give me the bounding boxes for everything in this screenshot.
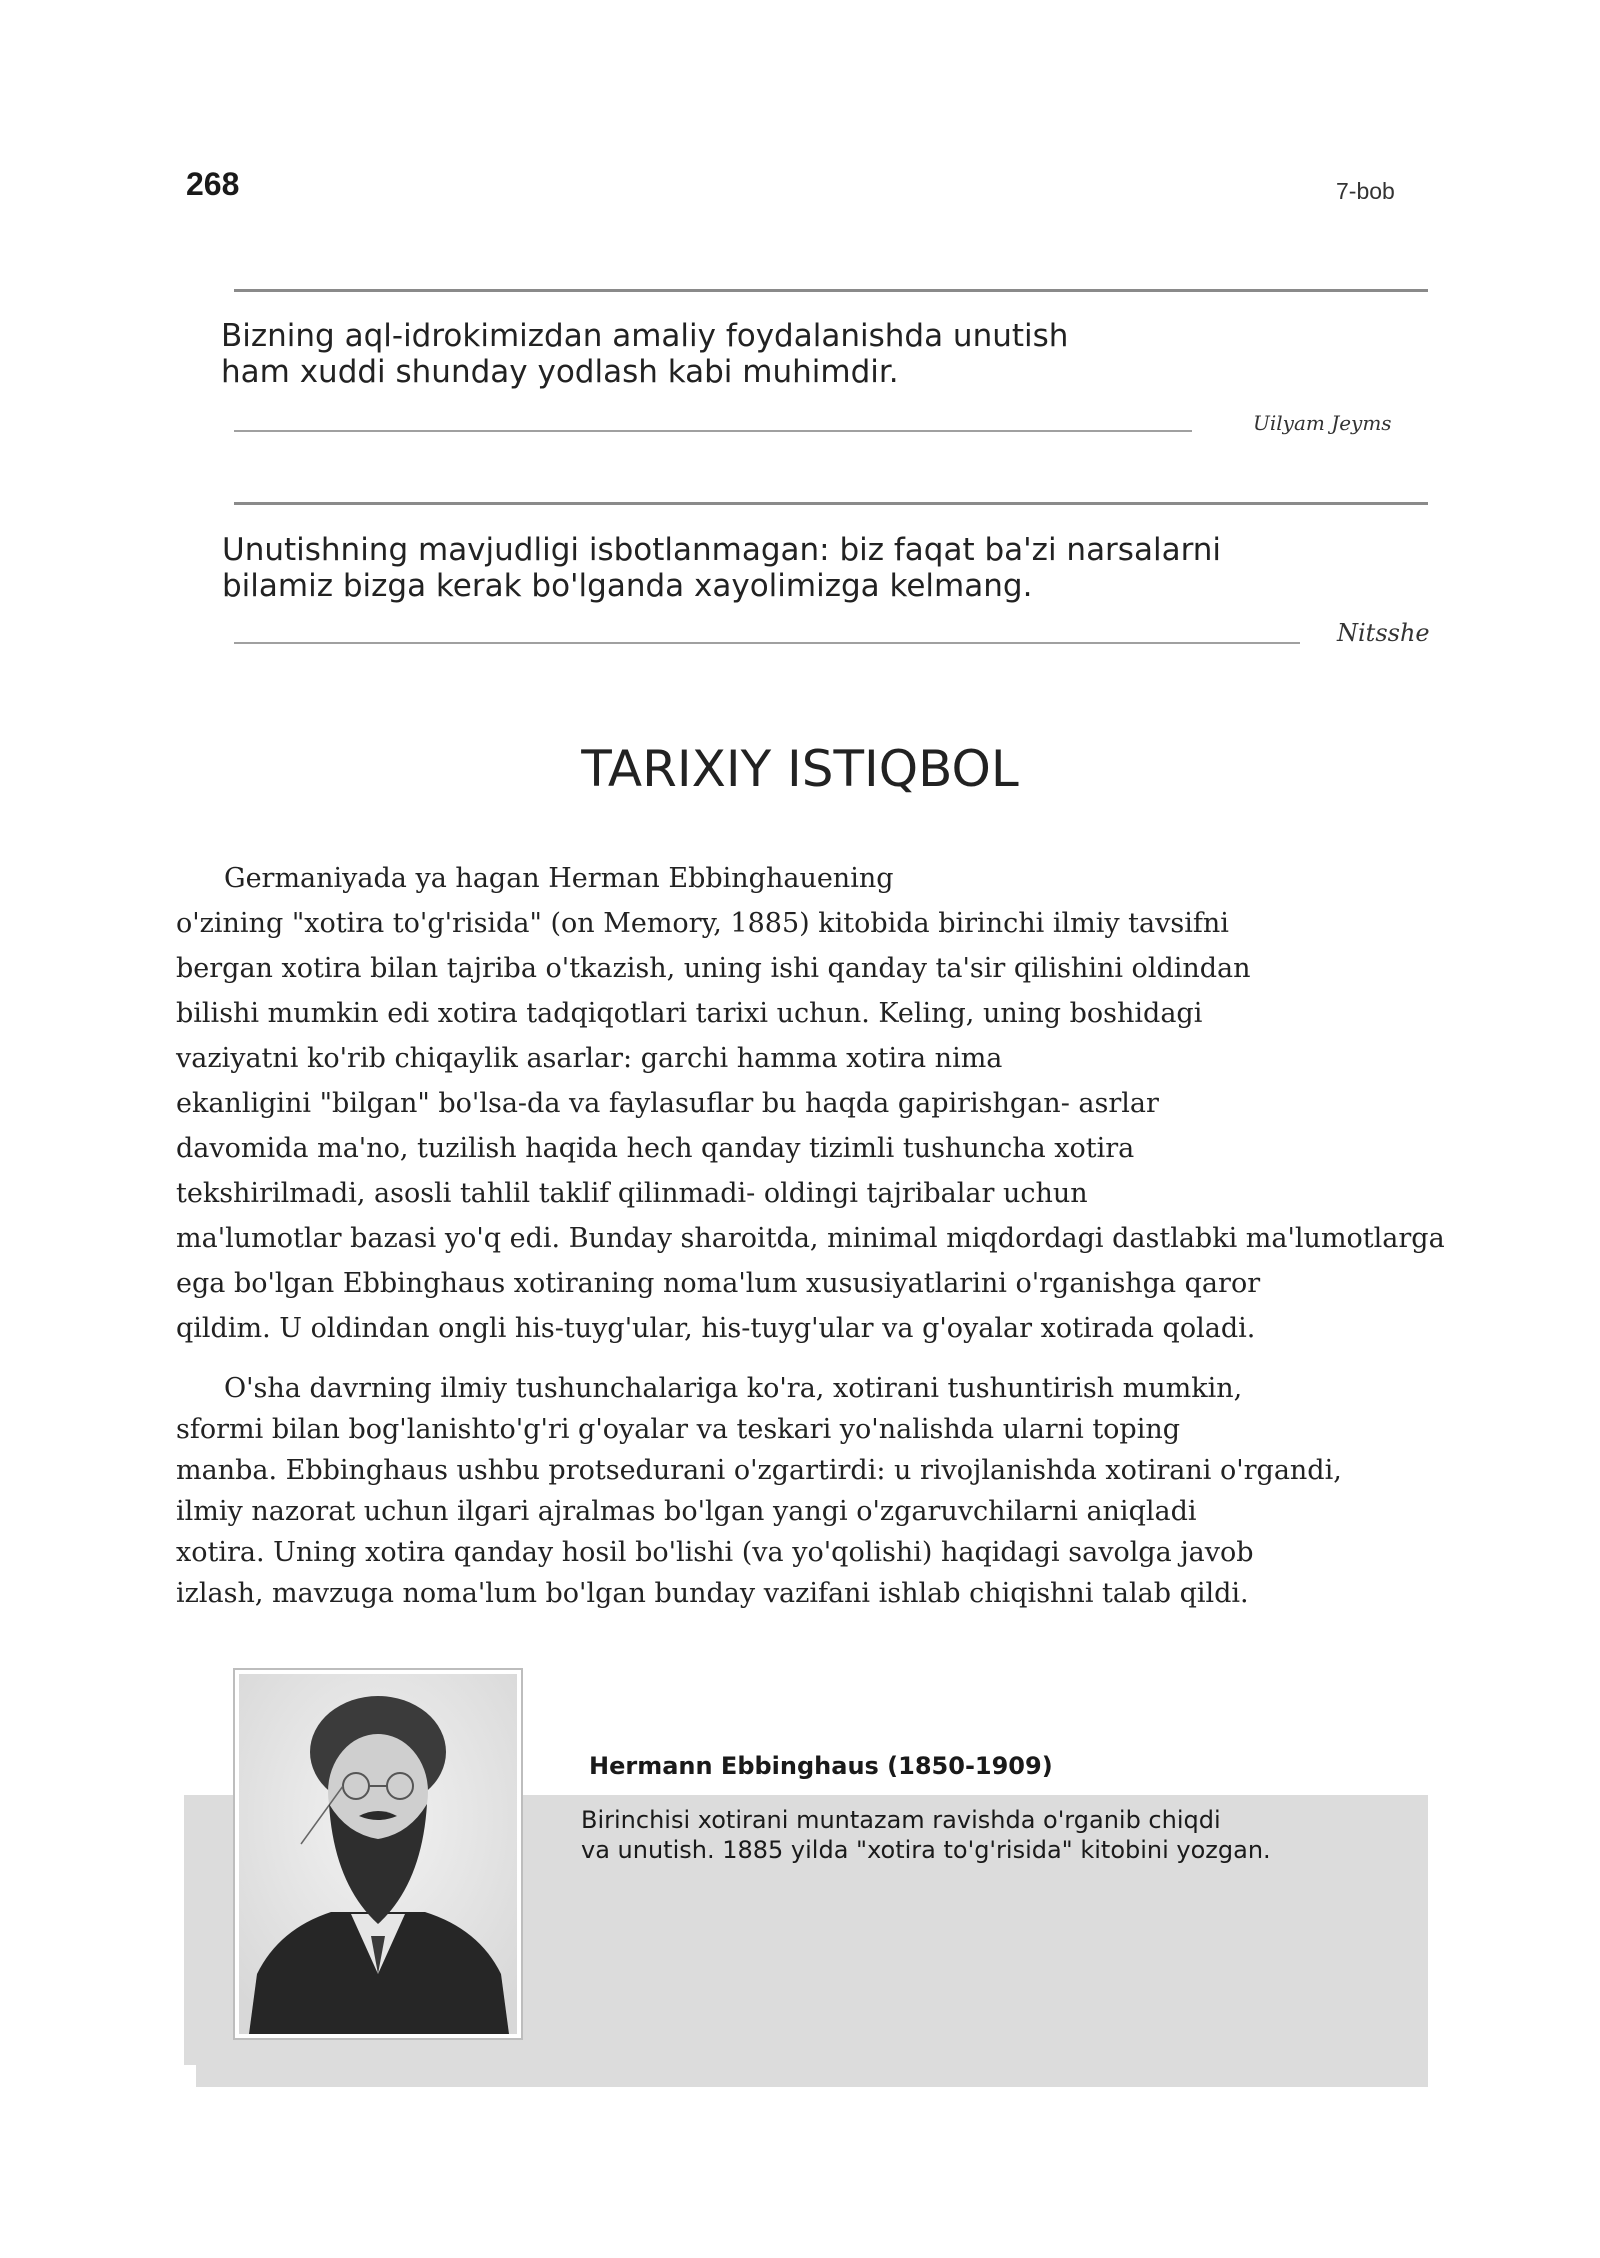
caption-line: Birinchisi xotirani muntazam ravishda o'rganib chiqdi bbox=[581, 1806, 1221, 1834]
quote-line: bilamiz bizga kerak bo'lganda xayolimizga kelmang. bbox=[222, 568, 1033, 604]
text-line: davomida ma'no, tuzilish haqida hech qanday tizimli tushuncha xotira bbox=[176, 1133, 1135, 1164]
caption-description bbox=[581, 1805, 1271, 1865]
text-line: xotira. Uning xotira qanday hosil bo'lishi (va yo'qolishi) haqidagi savolga javob bbox=[176, 1537, 1254, 1568]
quote-bottom-rule bbox=[234, 430, 1192, 432]
text-line: bilishi mumkin edi xotira tadqiqotlari tarixi uchun. Keling, uning boshidagi bbox=[176, 998, 1203, 1029]
quote-line: Unutishning mavjudligi isbotlanmagan: biz faqat ba'zi narsalarni bbox=[222, 532, 1222, 568]
quote-author: Uilyam Jeyms bbox=[1253, 411, 1392, 435]
text-line: O'sha davrning ilmiy tushunchalariga ko'ra, xotirani tushuntirish mumkin, bbox=[224, 1373, 1243, 1404]
text-line: ekanligini "bilgan" bo'lsa-da va faylasuflar bu haqda gapirishgan- asrlar bbox=[176, 1088, 1159, 1119]
portrait-image bbox=[239, 1674, 517, 2034]
portrait-photo bbox=[233, 1668, 523, 2040]
section-title: TARIXIY ISTIQBOL bbox=[581, 740, 1019, 798]
epigraph-quote bbox=[221, 318, 1068, 390]
text-line: izlash, mavzuga noma'lum bo'lgan bunday vazifani ishlab chiqishni talab qildi. bbox=[176, 1578, 1249, 1609]
text-line: bergan xotira bilan tajriba o'tkazish, uning ishi qanday ta'sir qilishini oldindan bbox=[176, 953, 1251, 984]
text-line: ma'lumotlar bazasi yo'q edi. Bunday sharoitda, minimal miqdordagi dastlabki ma'lumotlarga bbox=[176, 1223, 1445, 1254]
quote-top-rule bbox=[234, 289, 1428, 292]
text-line: vaziyatni ko'rib chiqaylik asarlar: garchi hamma xotira nima bbox=[176, 1043, 1003, 1074]
text-line: sformi bilan bog'lanishto'g'ri g'oyalar va teskari yo'nalishda ularni toping bbox=[176, 1414, 1181, 1445]
quote-author: Nitsshe bbox=[1337, 619, 1430, 647]
page-number: 268 bbox=[186, 166, 240, 202]
text-line: o'zining "xotira to'g'risida" (on Memory, 1885) kitobida birinchi ilmiy tavsifni bbox=[176, 908, 1229, 939]
text-line: manba. Ebbinghaus ushbu protsedurani o'zgartirdi: u rivojlanishda xotirani o'rgandi, bbox=[176, 1455, 1342, 1486]
text-line: tekshirilmadi, asosli tahlil taklif qilinmadi- oldingi tajribalar uchun bbox=[176, 1178, 1088, 1209]
quote-top-rule bbox=[234, 502, 1428, 505]
caption-name: Hermann Ebbinghaus (1850-1909) bbox=[589, 1752, 1053, 1780]
quote-line: ham xuddi shunday yodlash kabi muhimdir. bbox=[221, 354, 899, 390]
text-line: ega bo'lgan Ebbinghaus xotiraning noma'lum xususiyatlarini o'rganishga qaror bbox=[176, 1268, 1261, 1299]
quote-bottom-rule bbox=[234, 642, 1300, 644]
epigraph-quote bbox=[222, 532, 1221, 604]
quote-line: Bizning aql-idrokimizdan amaliy foydalanishda unutish bbox=[221, 318, 1069, 354]
caption-line: va unutish. 1885 yilda "xotira to'g'risida" kitobini yozgan. bbox=[581, 1836, 1271, 1864]
text-line: qildim. U oldindan ongli his-tuyg'ular, his-tuyg'ular va g'oyalar xotirada qoladi. bbox=[176, 1313, 1256, 1344]
text-line: Germaniyada ya hagan Herman Ebbinghauening bbox=[224, 863, 894, 894]
text-line: ilmiy nazorat uchun ilgari ajralmas bo'lgan yangi o'zgaruvchilarni aniqladi bbox=[176, 1496, 1197, 1527]
body-paragraph bbox=[176, 856, 1445, 1351]
chapter-label: 7-bob bbox=[1336, 178, 1395, 204]
body-paragraph bbox=[176, 1368, 1342, 1614]
